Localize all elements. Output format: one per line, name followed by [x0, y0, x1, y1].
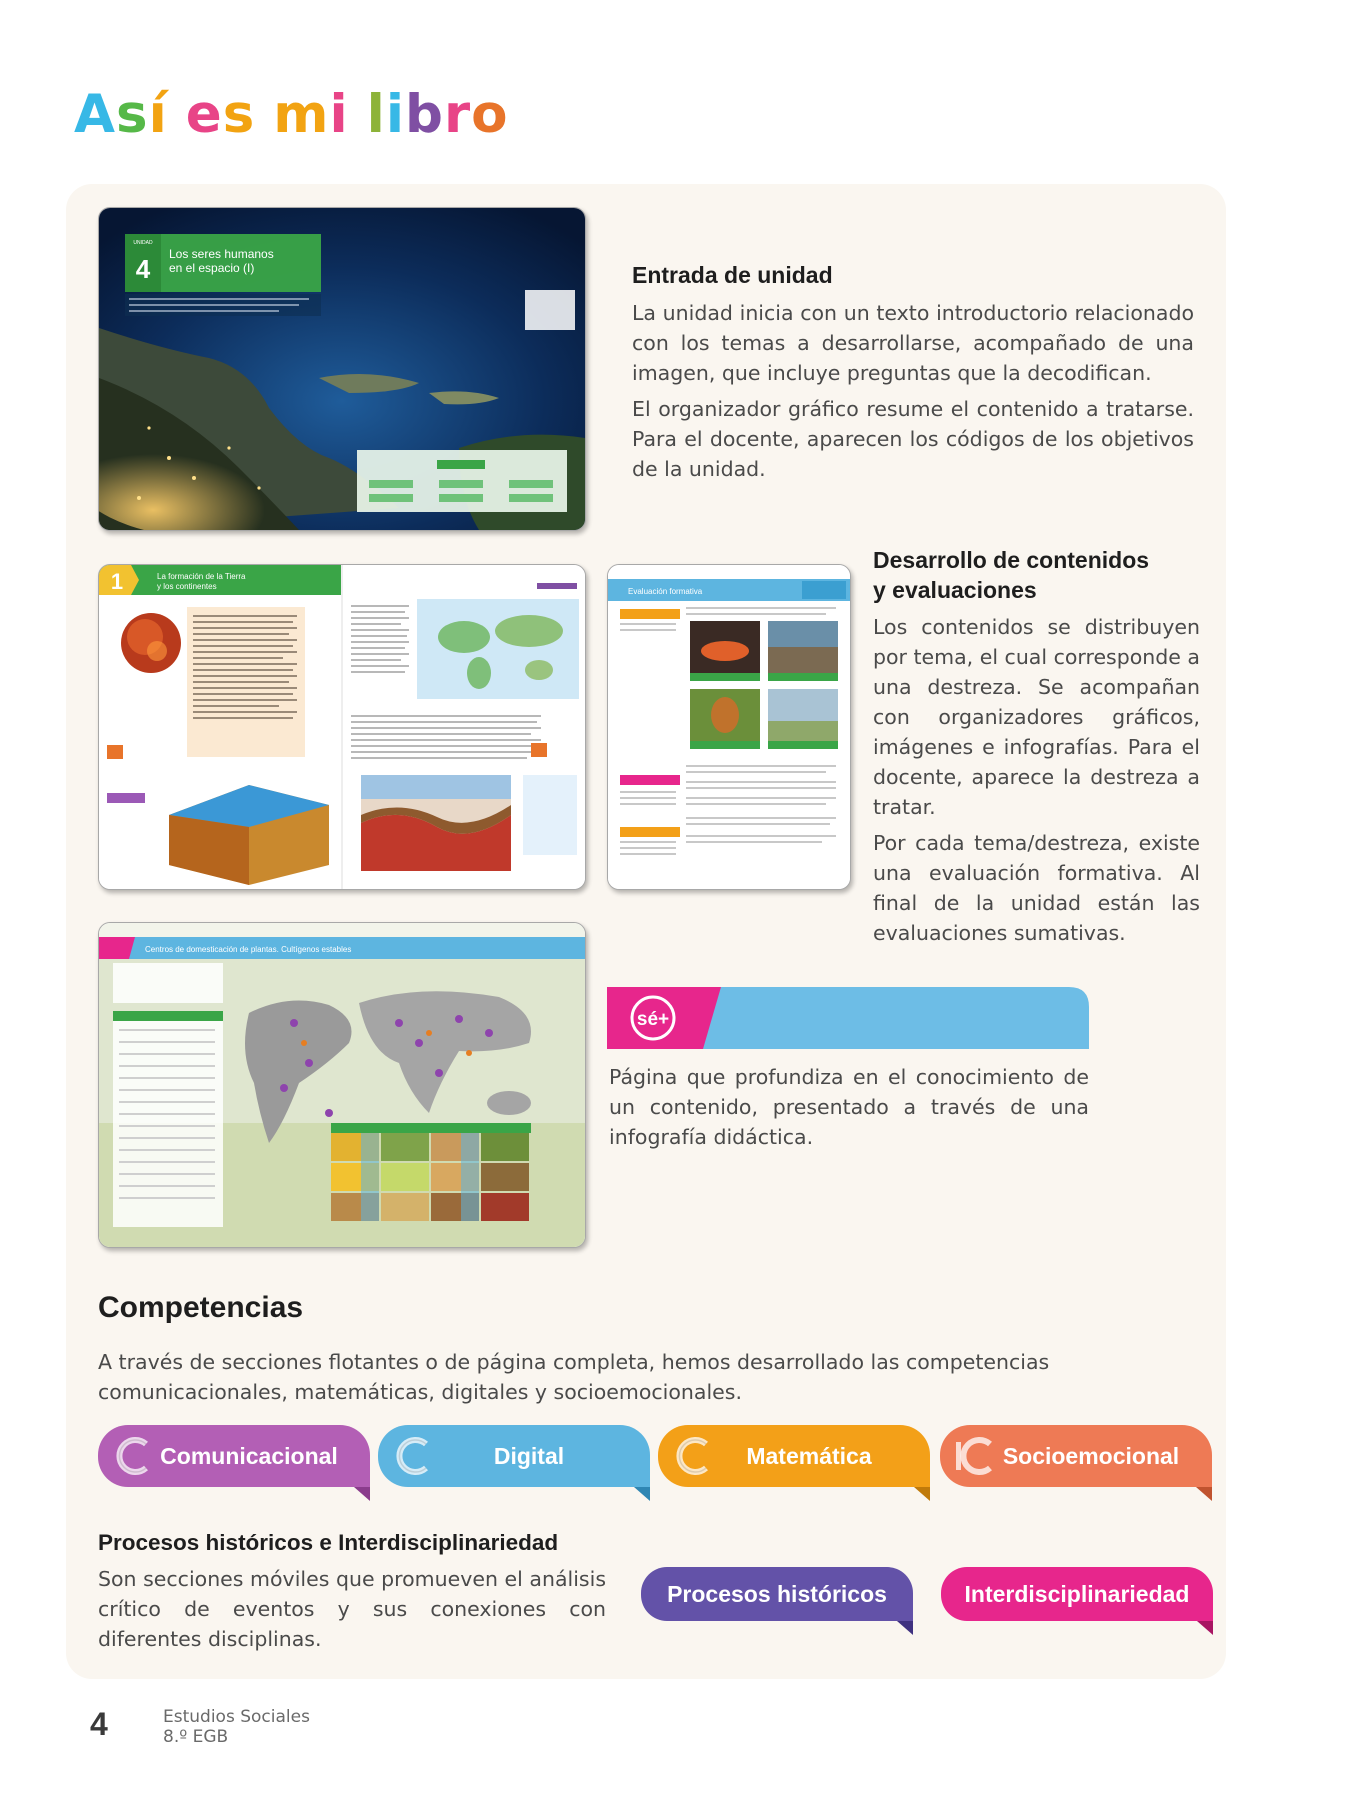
svg-text:y los continentes: y los continentes: [157, 582, 217, 591]
title-letter: [255, 88, 273, 141]
svg-text:4: 4: [135, 254, 151, 284]
entrada-description: [632, 298, 1194, 490]
semas-logo: sé+: [636, 1009, 670, 1030]
page-title: [74, 84, 509, 145]
competencias-description: A través de secciones flotantes o de página completa, hemos desarrollado las competencias comunicacionales, matemáticas, digitales y socioemocionales.: [98, 1350, 1050, 1404]
footer-subject: [163, 1707, 310, 1747]
title-letter: i: [329, 84, 349, 145]
title-letter: s: [116, 84, 149, 145]
evaluation-page-image: [608, 565, 850, 889]
svg-text:UNIDAD: UNIDAD: [133, 240, 153, 246]
infographic-image: [99, 923, 585, 1247]
pill-interdisciplinariedad: [941, 1567, 1213, 1621]
desarrollo-paragraph-2: Por cada tema/destreza, existe una evaluación formativa. Al final de la unidad están las evaluaciones sumativas.: [873, 831, 1200, 945]
page-number: 4: [90, 1706, 108, 1742]
content-spread-image: [99, 565, 585, 889]
entrada-paragraph-2: El organizador gráfico resume el contenido a tratarse. Para el docente, aparecen los códigos de los objetivos de la unidad.: [632, 397, 1194, 481]
svg-text:1: 1: [110, 569, 124, 594]
pill-matematica: [658, 1425, 930, 1487]
title-letter: m: [273, 84, 330, 145]
pill-label: Digital: [493, 1443, 565, 1469]
competencias-title: Competencias: [98, 1291, 304, 1324]
svg-text:Evaluación formativa: Evaluación formativa: [628, 587, 703, 596]
desarrollo-heading-line-2: y evaluaciones: [873, 577, 1037, 603]
title-letter: A: [74, 84, 117, 145]
earth-night-image: [99, 208, 585, 530]
semas-banner: [607, 987, 1089, 1049]
procesos-description: Son secciones móviles que promueven el análisis crítico de eventos y sus conexiones con diferentes disciplinas.: [98, 1567, 606, 1651]
title-letter: i: [385, 84, 405, 145]
procesos-heading: Procesos históricos e Interdisciplinariedad: [98, 1530, 559, 1555]
desarrollo-heading: [873, 545, 1149, 605]
title-letter: l: [366, 84, 386, 145]
desarrollo-paragraph-1: Los contenidos se distribuyen por tema, el cual corresponde a una destreza. Se acompañan con organizadores gráficos, imágenes e infografías. Para el docente, aparece la destreza a tratar.: [873, 615, 1200, 819]
pill-digital: [378, 1425, 650, 1487]
unit-entry-thumbnail: [98, 207, 586, 531]
title-letter: r: [443, 84, 472, 145]
svg-text:en el espacio (I): en el espacio (I): [169, 261, 255, 275]
grade-label: 8.º EGB: [163, 1727, 229, 1747]
svg-text:La formación de la Tierra: La formación de la Tierra: [157, 572, 246, 581]
svg-text:Los seres humanos: Los seres humanos: [169, 247, 274, 261]
title-letter: e: [185, 84, 223, 145]
title-letter: o: [471, 84, 509, 145]
title-letter: s: [222, 84, 256, 145]
subject-name: Estudios Sociales: [163, 1707, 310, 1727]
title-letter: í: [148, 84, 168, 145]
pill-comunicacional: [98, 1425, 370, 1487]
title-letter: b: [405, 84, 444, 145]
pill-label: Interdisciplinariedad: [964, 1581, 1190, 1607]
desarrollo-heading-line-1: Desarrollo de contenidos: [873, 547, 1150, 573]
desarrollo-description: [873, 612, 1200, 954]
content-development-thumbnail: [98, 564, 586, 890]
entrada-heading: Entrada de unidad: [632, 262, 833, 288]
svg-text:Centros de domesticación de pl: Centros de domesticación de plantas. Cultígenos estables: [145, 945, 352, 954]
pill-label: Procesos históricos: [667, 1581, 887, 1607]
semas-thumbnail: [98, 922, 586, 1248]
evaluation-thumbnail: [607, 564, 851, 890]
pill-label: Matemática: [746, 1443, 872, 1469]
title-letter: [168, 88, 186, 141]
pill-procesos-historicos: [641, 1567, 913, 1621]
semas-description: Página que profundiza en el conocimiento de un contenido, presentado a través de una infografía didáctica.: [609, 1065, 1089, 1149]
pill-label: Comunicacional: [160, 1443, 338, 1469]
pill-label: Socioemocional: [1002, 1443, 1180, 1469]
title-letter: [349, 88, 367, 141]
entrada-paragraph-1: La unidad inicia con un texto introductorio relacionado con los temas a desarrollarse, acompañado de una imagen, que incluye preguntas que la decodifican.: [632, 301, 1194, 385]
pill-socioemocional: [940, 1425, 1212, 1487]
